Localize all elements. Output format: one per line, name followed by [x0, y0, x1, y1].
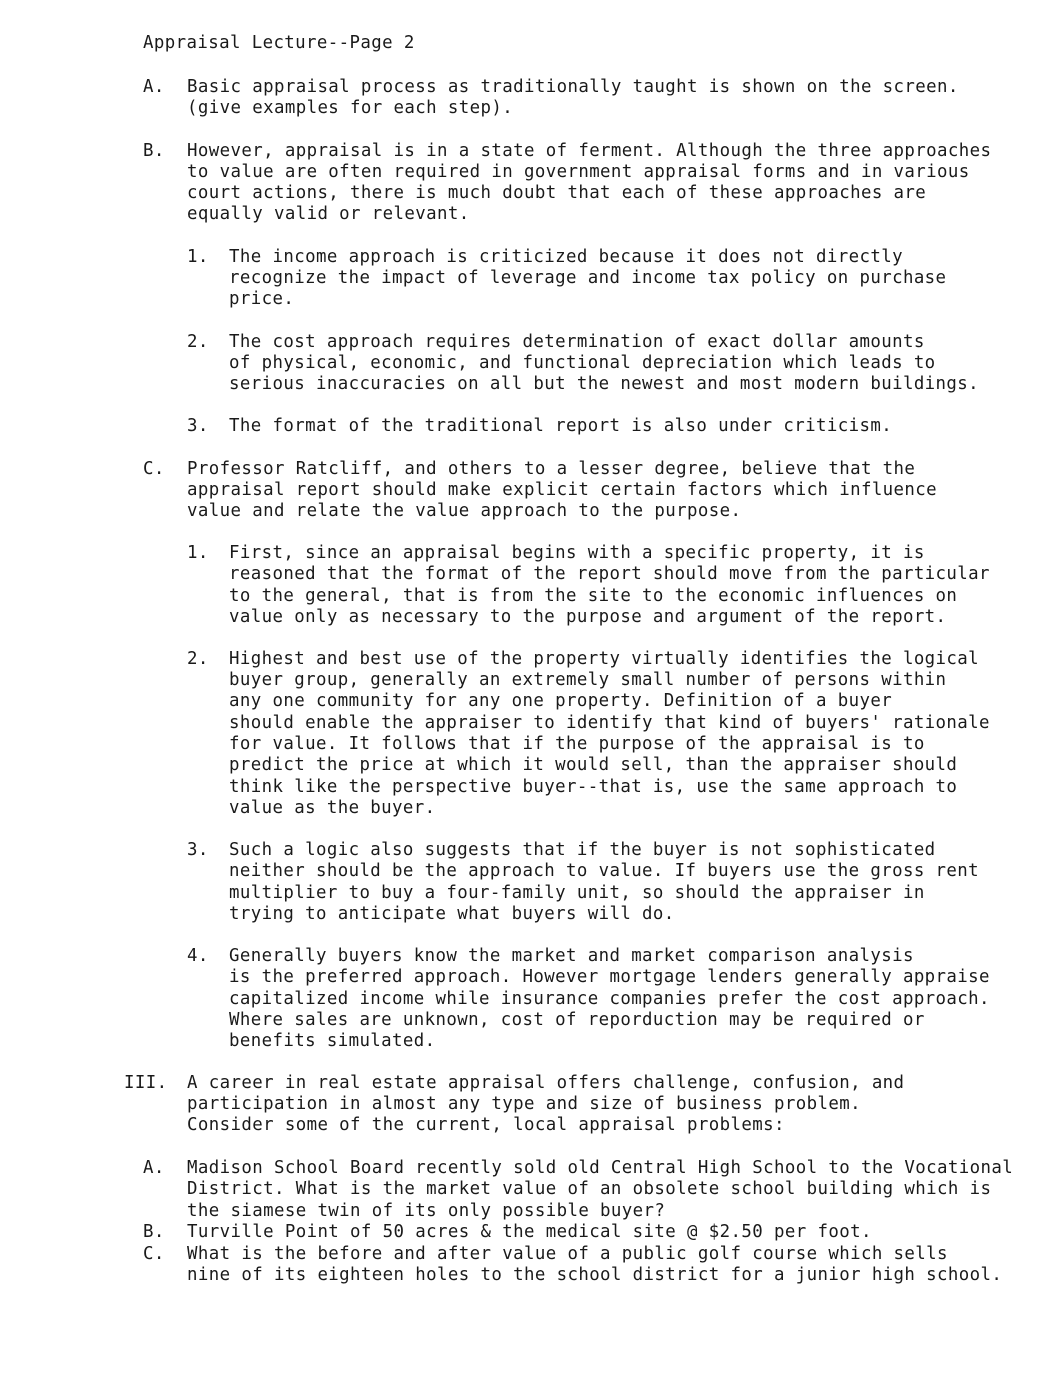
subitem-marker: 4.: [187, 946, 209, 966]
item-line: appraisal report should make explicit certain factors which influence: [187, 480, 938, 500]
section-line: A career in real estate appraisal offers challenge, confusion, and: [187, 1073, 905, 1093]
subitem-line: any one community for any one property. Definition of a buyer: [229, 691, 893, 711]
page-header: Appraisal Lecture--Page 2: [143, 33, 415, 53]
subitem-line: Such a logic also suggests that if the buyer is not sophisticated: [229, 840, 936, 860]
subitem-marker: 2.: [187, 332, 209, 352]
subitem-line: recognize the impact of leverage and income tax policy on purchase: [229, 268, 947, 288]
subitem-line: to the general, that is from the site to the economic influences on: [229, 586, 958, 606]
problem-line: Turville Point of 50 acres & the medical site @ $2.50 per foot.: [187, 1222, 872, 1242]
subitem-line: of physical, economic, and functional depreciation which leads to: [229, 353, 936, 373]
item-line: Professor Ratcliff, and others to a lesser degree, believe that the: [187, 459, 916, 479]
subitem-line: The cost approach requires determination of exact dollar amounts: [229, 332, 925, 352]
problem-line: nine of its eighteen holes to the school district for a junior high school.: [187, 1265, 1003, 1285]
subitem-line: benefits simulated.: [229, 1031, 436, 1051]
subitem-line: serious inaccuracies on all but the newest and most modern buildings.: [229, 374, 980, 394]
subitem-line: buyer group, generally an extremely small number of persons within: [229, 670, 947, 690]
subitem-line: reasoned that the format of the report should move from the particular: [229, 564, 990, 584]
item-line: equally valid or relevant.: [187, 204, 470, 224]
subitem-line: Generally buyers know the market and market comparison analysis: [229, 946, 914, 966]
subitem-line: should enable the appraiser to identify that kind of buyers' rationale: [229, 713, 990, 733]
section-line: participation in almost any type and size of business problem.: [187, 1094, 861, 1114]
item-marker: B.: [143, 141, 165, 161]
subitem-line: The income approach is criticized because it does not directly: [229, 247, 903, 267]
item-line: to value are often required in government appraisal forms and in various: [187, 162, 970, 182]
subitem-line: First, since an appraisal begins with a specific property, it is: [229, 543, 925, 563]
subitem-line: for value. It follows that if the purpose of the appraisal is to: [229, 734, 925, 754]
item-marker: C.: [143, 459, 165, 479]
item-line: value and relate the value approach to the purpose.: [187, 501, 742, 521]
subitem-marker: 1.: [187, 247, 209, 267]
problem-marker: B.: [143, 1222, 165, 1242]
subitem-line: trying to anticipate what buyers will do.: [229, 904, 675, 924]
problem-marker: A.: [143, 1158, 165, 1178]
subitem-line: capitalized income while insurance companies prefer the cost approach.: [229, 989, 990, 1009]
item-line: Basic appraisal process as traditionally taught is shown on the screen.: [187, 77, 959, 97]
item-line: court actions, there is much doubt that each of these approaches are: [187, 183, 927, 203]
subitem-line: The format of the traditional report is also under criticism.: [229, 416, 893, 436]
problem-line: What is the before and after value of a public golf course which sells: [187, 1244, 948, 1264]
subitem-line: value only as necessary to the purpose and argument of the report.: [229, 607, 947, 627]
subitem-line: Where sales are unknown, cost of reporduction may be required or: [229, 1010, 925, 1030]
problem-line: Madison School Board recently sold old Central High School to the Vocational: [187, 1158, 1014, 1178]
subitem-line: price.: [229, 289, 295, 309]
subitem-line: is the preferred approach. However mortgage lenders generally appraise: [229, 967, 990, 987]
problem-line: the siamese twin of its only possible buyer?: [187, 1201, 666, 1221]
section-marker: III.: [124, 1073, 168, 1093]
item-line: (give examples for each step).: [187, 98, 514, 118]
problem-marker: C.: [143, 1244, 165, 1264]
subitem-line: Highest and best use of the property virtually identifies the logical: [229, 649, 980, 669]
subitem-line: multiplier to buy a four-family unit, so should the appraiser in: [229, 883, 925, 903]
subitem-marker: 2.: [187, 649, 209, 669]
subitem-line: think like the perspective buyer--that is, use the same approach to: [229, 777, 958, 797]
subitem-line: predict the price at which it would sell, than the appraiser should: [229, 755, 958, 775]
subitem-marker: 3.: [187, 840, 209, 860]
item-line: However, appraisal is in a state of ferment. Although the three approaches: [187, 141, 992, 161]
subitem-marker: 3.: [187, 416, 209, 436]
subitem-marker: 1.: [187, 543, 209, 563]
item-marker: A.: [143, 77, 165, 97]
subitem-line: neither should be the approach to value. If buyers use the gross rent: [229, 861, 980, 881]
subitem-line: value as the buyer.: [229, 798, 436, 818]
problem-line: District. What is the market value of an obsolete school building which is: [187, 1179, 992, 1199]
section-line: Consider some of the current, local appraisal problems:: [187, 1115, 785, 1135]
